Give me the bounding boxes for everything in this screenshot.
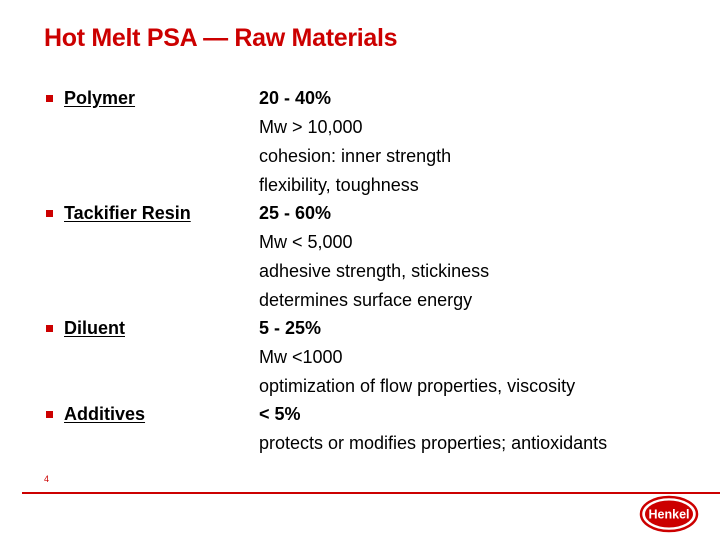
bullet-label: Tackifier Resin xyxy=(64,203,191,223)
bullet-polymer xyxy=(46,88,135,109)
additives-percentage: < 5% xyxy=(259,404,301,424)
diluent-property-flow: optimization of flow properties, viscosity xyxy=(259,376,576,396)
bullet-tackifier-resin xyxy=(46,203,191,224)
tackifier-molecular-weight: Mw < 5,000 xyxy=(259,232,353,252)
logo-text: Henkel xyxy=(648,507,690,522)
bullet-additives xyxy=(46,404,145,425)
tackifier-percentage: 25 - 60% xyxy=(259,203,332,223)
henkel-logo xyxy=(639,495,699,533)
slide-title: Hot Melt PSA — Raw Materials xyxy=(44,24,398,52)
bullet-label: Diluent xyxy=(64,318,125,338)
bullet-label: Additives xyxy=(64,404,146,424)
polymer-property-cohesion: cohesion: inner strength xyxy=(259,146,452,166)
tackifier-property-surface-energy: determines surface energy xyxy=(259,290,473,310)
bullet-square-icon xyxy=(46,210,53,217)
bullet-diluent xyxy=(46,318,125,339)
diluent-molecular-weight: Mw <1000 xyxy=(259,347,343,367)
page-number: 4 xyxy=(44,474,50,484)
tackifier-property-adhesion: adhesive strength, stickiness xyxy=(259,261,490,281)
additives-property-antioxidants: protects or modifies properties; antioxidants xyxy=(259,433,608,453)
polymer-percentage: 20 - 40% xyxy=(259,88,332,108)
bullet-square-icon xyxy=(46,411,53,418)
polymer-property-flexibility: flexibility, toughness xyxy=(259,175,419,195)
diluent-percentage: 5 - 25% xyxy=(259,318,322,338)
bullet-square-icon xyxy=(46,325,53,332)
footer-divider xyxy=(22,492,720,494)
bullet-label: Polymer xyxy=(64,88,136,108)
polymer-molecular-weight: Mw > 10,000 xyxy=(259,117,363,137)
bullet-square-icon xyxy=(46,95,53,102)
